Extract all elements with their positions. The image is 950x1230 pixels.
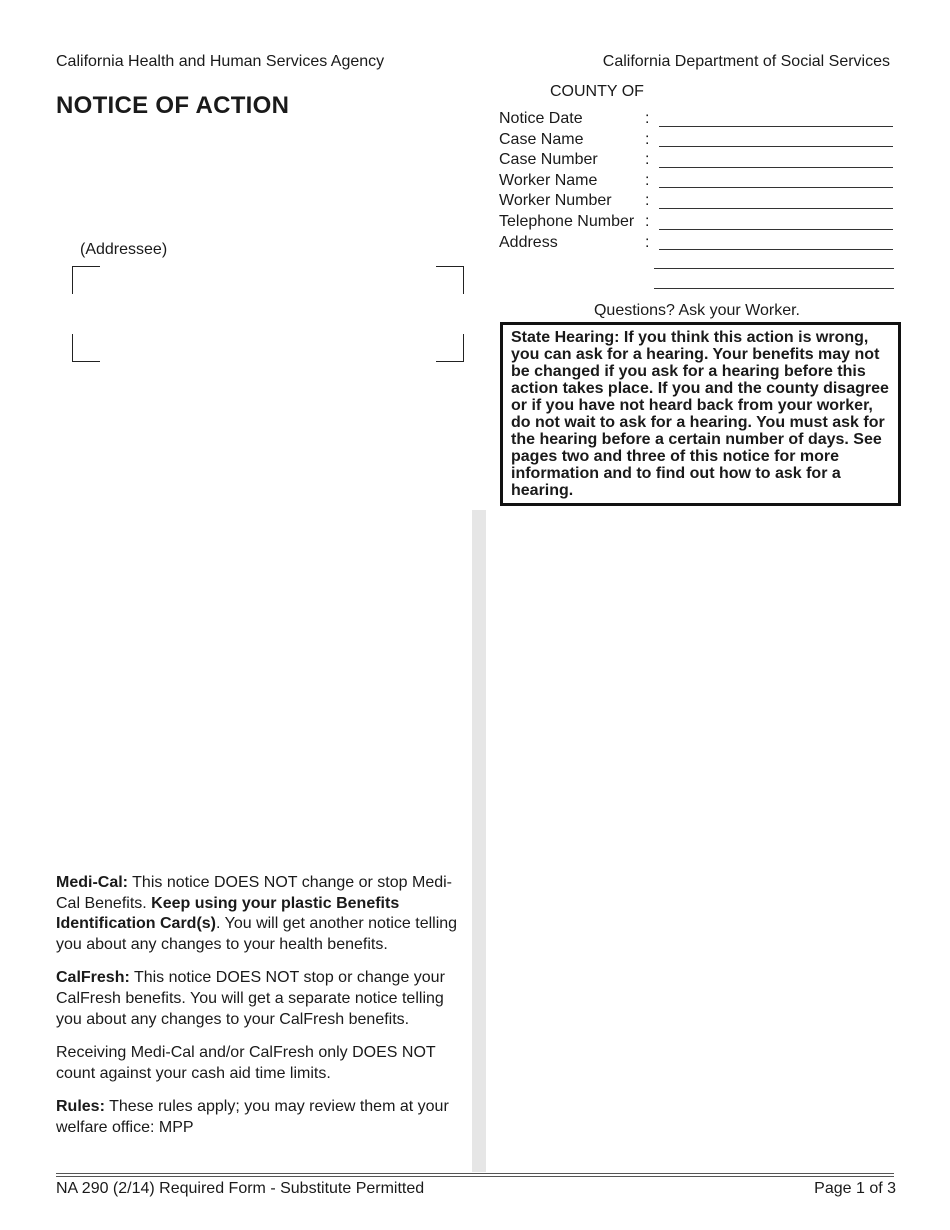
field-case-name[interactable] xyxy=(499,130,899,151)
address-window-corner-top-left xyxy=(72,266,100,294)
field-label: Case Name xyxy=(499,130,584,148)
field-colon: : xyxy=(645,212,650,230)
medi-cal-text-1: This notice DOES NOT change or stop Medi-Cal Benefits. xyxy=(56,874,452,912)
field-line[interactable] xyxy=(659,208,893,209)
field-line[interactable] xyxy=(659,126,893,127)
address-window-corner-bottom-left xyxy=(72,334,100,362)
questions-note: Questions? Ask your Worker. xyxy=(593,302,800,319)
medi-cal-heading: Medi-Cal: xyxy=(56,874,128,891)
calfresh-paragraph xyxy=(56,968,468,1030)
receiving-paragraph: Receiving Medi-Cal and/or CalFresh only DOES NOT count against your cash aid time limits. xyxy=(56,1044,436,1082)
benefits-info xyxy=(56,873,468,1152)
field-colon: : xyxy=(645,151,650,169)
department-name: California Department of Social Services xyxy=(602,53,890,70)
agency-name: California Health and Human Services Agency xyxy=(56,53,385,70)
field-label: Worker Name xyxy=(499,171,598,189)
footer-rule-top xyxy=(56,1173,894,1174)
field-label: Worker Number xyxy=(499,192,612,210)
address-window-corner-top-right xyxy=(436,266,464,294)
medi-cal-text-2: . You will get another notice telling you about any changes to your health benefits. xyxy=(56,915,458,953)
field-notice-date[interactable] xyxy=(499,109,899,130)
notice-fields xyxy=(499,109,899,253)
field-address[interactable] xyxy=(499,233,899,254)
field-colon: : xyxy=(645,171,650,189)
county-label: COUNTY OF xyxy=(550,83,644,100)
field-telephone-number[interactable] xyxy=(499,212,899,233)
field-colon: : xyxy=(645,192,650,210)
medi-cal-paragraph xyxy=(56,873,468,955)
calfresh-text: This notice DOES NOT stop or change your CalFresh benefits. You will get a separate notice telling you about any changes to your CalFresh benefits. xyxy=(56,969,445,1028)
rules-paragraph xyxy=(56,1097,468,1138)
state-hearing-box: State Hearing: If you think this action is wrong, you can ask for a hearing. Your benefits may not be changed if you ask for a hearing before this action takes place. If you and the county disagree or if you have not heard back from your worker, do not wait to ask for a hearing. You must ask for the hearing before a certain number of days. See pages two and three of this notice for more information and to find out how to ask for a hearing. xyxy=(500,322,901,506)
column-divider xyxy=(472,510,486,1172)
field-line[interactable] xyxy=(659,187,893,188)
field-label: Telephone Number xyxy=(499,212,635,230)
rules-text: These rules apply; you may review them at your welfare office: MPP xyxy=(56,1098,449,1136)
addressee-label: (Addressee) xyxy=(80,241,168,258)
field-label: Notice Date xyxy=(499,110,583,127)
field-line[interactable] xyxy=(659,167,893,168)
page-title: NOTICE OF ACTION xyxy=(56,92,290,119)
field-colon: : xyxy=(645,110,650,127)
medi-cal-bold: Keep using your plastic Benefits Identification Card(s) xyxy=(56,894,400,933)
form-identifier: NA 290 (2/14) Required Form - Substitute Permitted xyxy=(56,1180,425,1197)
address-window-corner-bottom-right xyxy=(436,334,464,362)
field-worker-name[interactable] xyxy=(499,171,899,192)
rules-heading: Rules: xyxy=(56,1098,105,1116)
field-worker-number[interactable] xyxy=(499,191,899,212)
field-label: Case Number xyxy=(499,151,598,169)
address-line-2[interactable] xyxy=(654,268,894,269)
field-line[interactable] xyxy=(659,249,893,250)
address-line-3[interactable] xyxy=(654,288,894,289)
field-line[interactable] xyxy=(659,229,893,230)
calfresh-heading: CalFresh: xyxy=(56,969,130,987)
field-colon: : xyxy=(645,130,650,148)
field-label: Address xyxy=(499,233,558,251)
footer-rule-bottom xyxy=(56,1176,894,1177)
page-number: Page 1 of 3 xyxy=(814,1180,896,1197)
field-case-number[interactable] xyxy=(499,150,899,171)
field-line[interactable] xyxy=(659,146,893,147)
field-colon: : xyxy=(645,233,650,251)
